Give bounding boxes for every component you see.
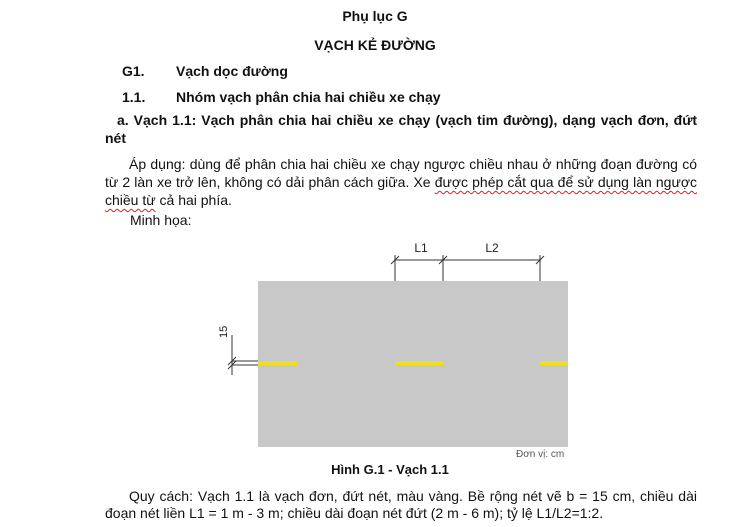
figure-caption: Hình G.1 - Vạch 1.1 [331,462,449,477]
dim-l1-label: L1 [414,241,428,255]
heading-1-1-title: Nhóm vạch phân chia hai chiều xe chạy [176,89,441,105]
appendix-title: Phụ lục G [342,8,408,24]
underlined-phrase: được phép cắt qua để sử dụng làn ngược chiều từ [105,174,697,208]
heading-g1-title: Vạch dọc đường [176,63,288,79]
heading-g1-number: G1. [122,63,145,79]
illustration-label: Minh họa: [130,212,192,228]
unit-note: Đơn vị: cm [516,449,565,460]
heading-1-1-number: 1.1. [122,89,146,105]
application-tail: cả hai phía. [155,192,232,208]
section-heading: VẠCH KẺ ĐƯỜNG [314,37,436,53]
spec-paragraph: Quy cách: Vạch 1.1 là vạch đơn, đứt nét, màu vàng. Bề rộng nét vẽ b = 15 cm, chiều dài đoạn nét liền L1 = 1 m - 3 m; chiều dài đoạn nét đứt (2 m - 6 m); tỷ lệ L1/L2=1:2. [105,488,697,521]
subsection-a-title: a. Vạch 1.1: Vạch phân chia hai chiều xe chạy (vạch tim đường), dạng vạch đơn, đứt nét [105,112,697,146]
dim-width-label: 15 [218,325,230,338]
dim-l2-label: L2 [485,241,499,255]
application-lead: Áp dụng: dùng để phân chia hai chiều xe chạy ngược chiều nhau ở những đoạn đường có từ 2 làn xe trở lên, không có dải phân cách giữa. Xe [105,156,697,190]
